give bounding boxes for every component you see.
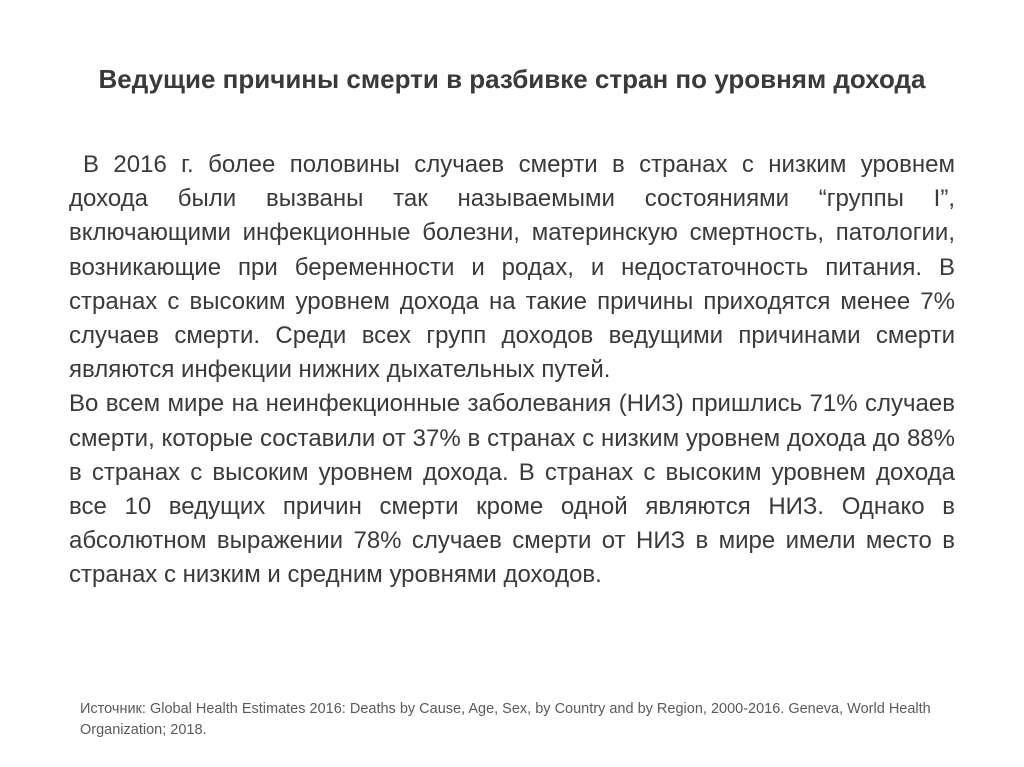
body-text — [69, 148, 955, 593]
slide-title: Ведущие причины смерти в разбивке стран по уровням дохода — [98, 64, 926, 94]
paragraph-ncd: Во всем мире на неинфекционные заболевания (НИЗ) пришлись 71% случаев смерти, которые составили от 37% в странах с низким уровнем дохода до 88% в странах с высоким уровнем дохода. В странах с высоким уровнем дохода все 10 ведущих причин смерти кроме одной являются НИЗ. Однако в абсолютном выражении 78% случаев смерти от НИЗ в мире имели место в странах с низким и средним уровнями доходов. — [69, 390, 955, 589]
source-citation: Источник: Global Health Estimates 2016: Deaths by Cause, Age, Sex, by Country and by Region, 2000-2016. Geneva, World Health Organization; 2018. — [80, 701, 931, 738]
paragraph-group-one: В 2016 г. более половины случаев смерти в странах с низким уровнем дохода были вызваны так называемыми состояниями “группы I”, включающими инфекционные болезни, материнскую смертность, патологии, возникающие при беременности и родах, и недостаточность питания. В странах с высоким уровнем дохода на такие причины приходятся менее 7% случаев смерти. Среди всех групп доходов ведущими причинами смерти являются инфекции нижних дыхательных путей. — [69, 151, 955, 384]
